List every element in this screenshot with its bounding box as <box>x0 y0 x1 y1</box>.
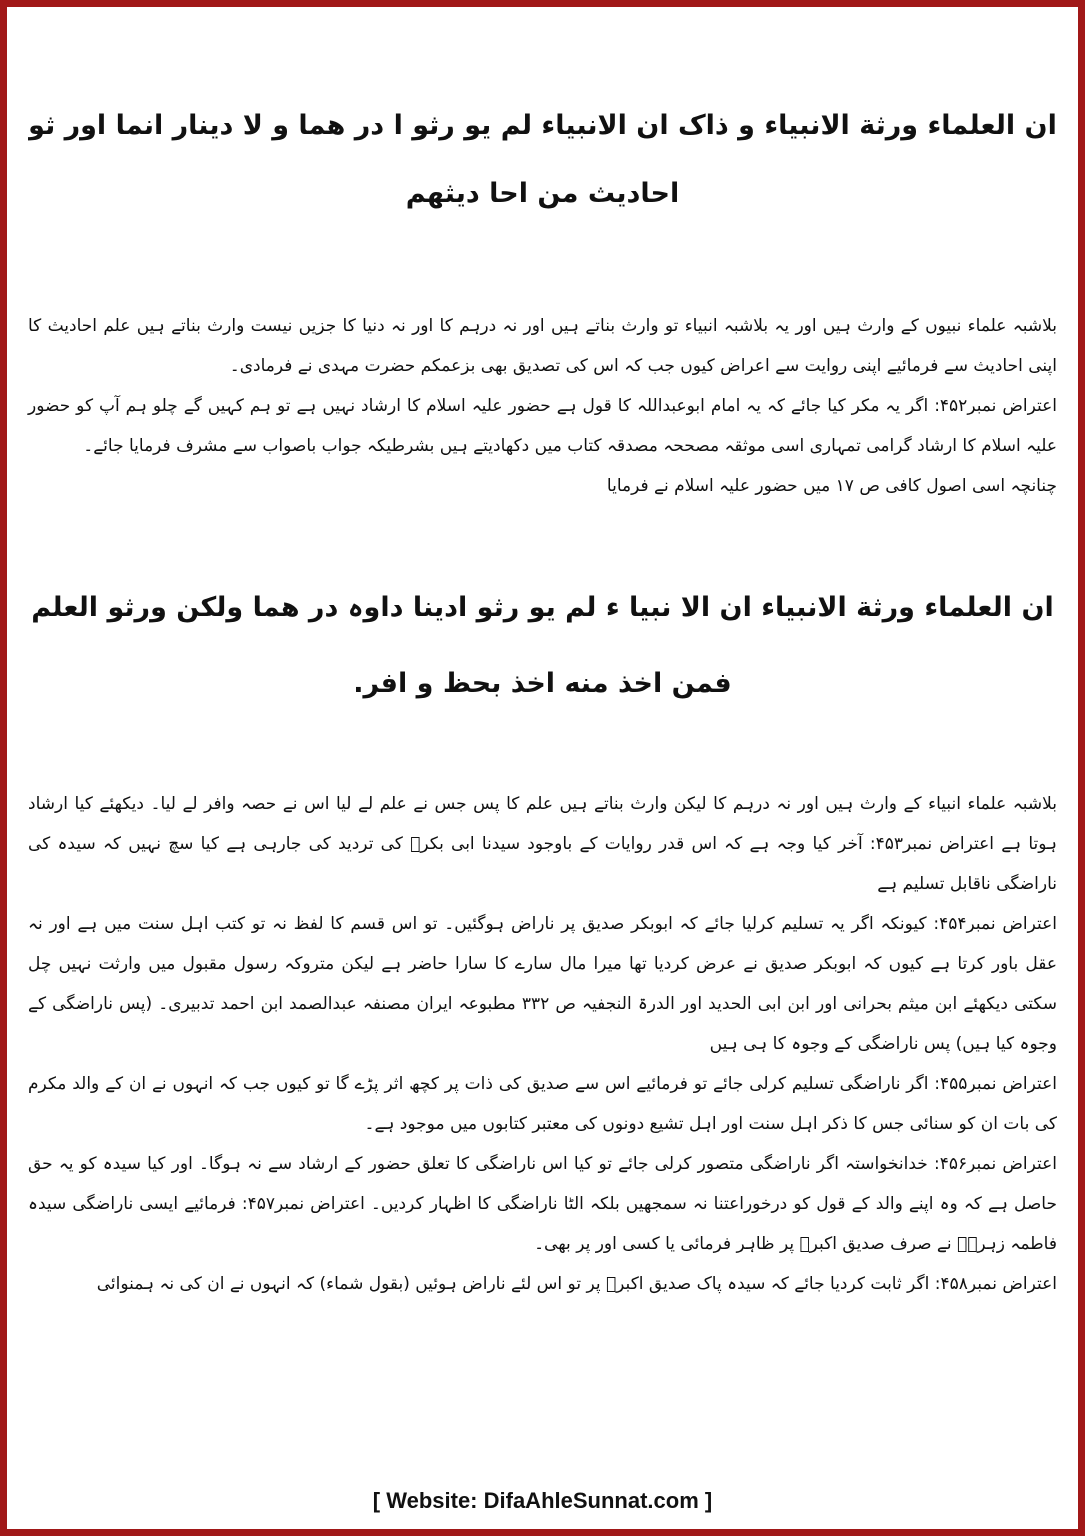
section-1-paragraph: چنانچہ اسی اصول کافی ص ۱۷ میں حضور علیہ اسلام نے فرمایا <box>606 476 1057 496</box>
document-page <box>18 14 1067 1522</box>
quote-line-2: فمن اخذ منه اخذ بحظ و افر. <box>353 668 732 699</box>
section-2-paragraph: بلاشبہ علماء انبیاء کے وارث ہیں اور نہ درہم کا لیکن وارث بناتے ہیں علم کا پس جس نے علم لے لیا اس نے حصہ وافر لے لیا۔ دیکھئے کیا ارشاد ہوتا ہے اعتراض نمبر۴۵۳: آخر کیا وجہ ہے کہ اس قدر روایات کے باوجود سیدنا ابی بکرؓ کی تردید کی جارہی ہے کیا سچ نہیں کہ سیدہ کی ناراضگی ناقابل تسلیم ہے <box>28 794 1057 894</box>
heading-line-2: احادیث من احا دیثهم <box>405 178 680 209</box>
quote-line-1: ان العلماء ورثة الانبياء ان الا نبیا ء لم یو رثو ادینا داوہ در هما ولکن ورثو العلم <box>31 592 1054 623</box>
website-footer: [ Website: DifaAhleSunnat.com ] <box>372 1488 713 1513</box>
section-2-paragraph: اعتراض نمبر۴۵۶: خدانخواستہ اگر ناراضگی متصور کرلی جائے تو کیا اس ناراضگی کا تعلق حضور کے ارشاد سے نہ ہوگا۔ اور کیا سیدہ کو یہ حق حاصل ہے کہ وہ اپنے والد کے قول کو درخوراعتنا نہ سمجھیں بلکہ الٹا ناراضگی کا اظہار کردیں۔ اعتراض نمبر۴۵۷: فرمائیے ایسی ناراضگی سیدہ فاطمہ زہرہؓ نے صرف صدیق اکبرؓ پر ظاہر فرمائی یا کسی اور پر بھی۔ <box>28 1154 1057 1254</box>
section-1-paragraph: بلاشبہ علماء نبیوں کے وارث ہیں اور یہ بلاشبہ انبیاء تو وارث بناتے ہیں اور نہ درہم کا اور نہ دنیا کا جزیں نیست وارث بناتے ہیں علم احادیث کا اپنی احادیث سے فرمائیے اپنی روایت سے اعراض کیوں جب کہ اس کی تصدیق بھی بزعمکم حضرت مہدی نے فرمادی۔ <box>28 316 1057 376</box>
section-2-paragraph: اعتراض نمبر۴۵۸: اگر ثابت کردیا جائے کہ سیدہ پاک صدیق اکبرؓ پر تو اس لئے ناراض ہوئیں (بقول شماء) کہ انہوں نے ان کی نہ ہمنوائی <box>96 1274 1057 1294</box>
section-2-text <box>28 784 1057 1304</box>
section-2-paragraph: اعتراض نمبر۴۵۵: اگر ناراضگی تسلیم کرلی جائے تو فرمائیے اس سے صدیق کی ذات پر کچھ اثر پڑے گا تو کیوں جب کہ انہوں نے ان کے والد مکرم کی بات ان کو سنائی جس کا ذکر اہل سنت اور اہل تشیع دونوں کی معتبر کتابوں میں موجود ہے۔ <box>28 1074 1057 1134</box>
heading-line-1: ان العلماء ورثة الانبياء و ذاک ان الانبیاء لم یو رثو ا در هما و لا دینار انما اور ثو <box>28 110 1057 141</box>
section-1-paragraph: اعتراض نمبر۴۵۲: اگر یہ مکر کیا جائے کہ یہ امام ابوعبداللہ کا قول ہے حضور علیہ اسلام کا ارشاد نہیں ہے تو ہم کہیں گے چلو ہم آپ کو حضور علیہ اسلام کا ارشاد گرامی تمہاری اسی موثقہ مصححہ مصدقہ کتاب میں دکھادیتے ہیں بشرطیکہ جواب باصواب سے مشرف فرمایا جائے۔ <box>28 396 1057 456</box>
section-2-paragraph: اعتراض نمبر۴۵۴: کیونکہ اگر یہ تسلیم کرلیا جائے کہ ابوبکر صدیق پر ناراض ہوگئیں۔ تو اس قسم کا لفظ نہ تو کتب اہل سنت میں ہے اور نہ عقل باور کرتا ہے کیوں کہ ابوبکر صدیق نے عرض کردیا تھا میرا مال سارے کا سارا حاضر ہے لیکن متروکہ رسول مقبول میں وارثت نہیں چل سکتی دیکھئے ابن میثم بحرانی اور ابن ابی الحدید اور الدرۃ النجفیہ ص ۳۳۲ مطبوعہ ایران مصنفہ عبدالصمد ابن احمد تدبیری۔ (پس ناراضگی کے وجوہ کیا ہیں) پس ناراضگی کے وجوہ کا ہی ہیں <box>28 914 1058 1054</box>
section-1-text <box>28 306 1057 506</box>
